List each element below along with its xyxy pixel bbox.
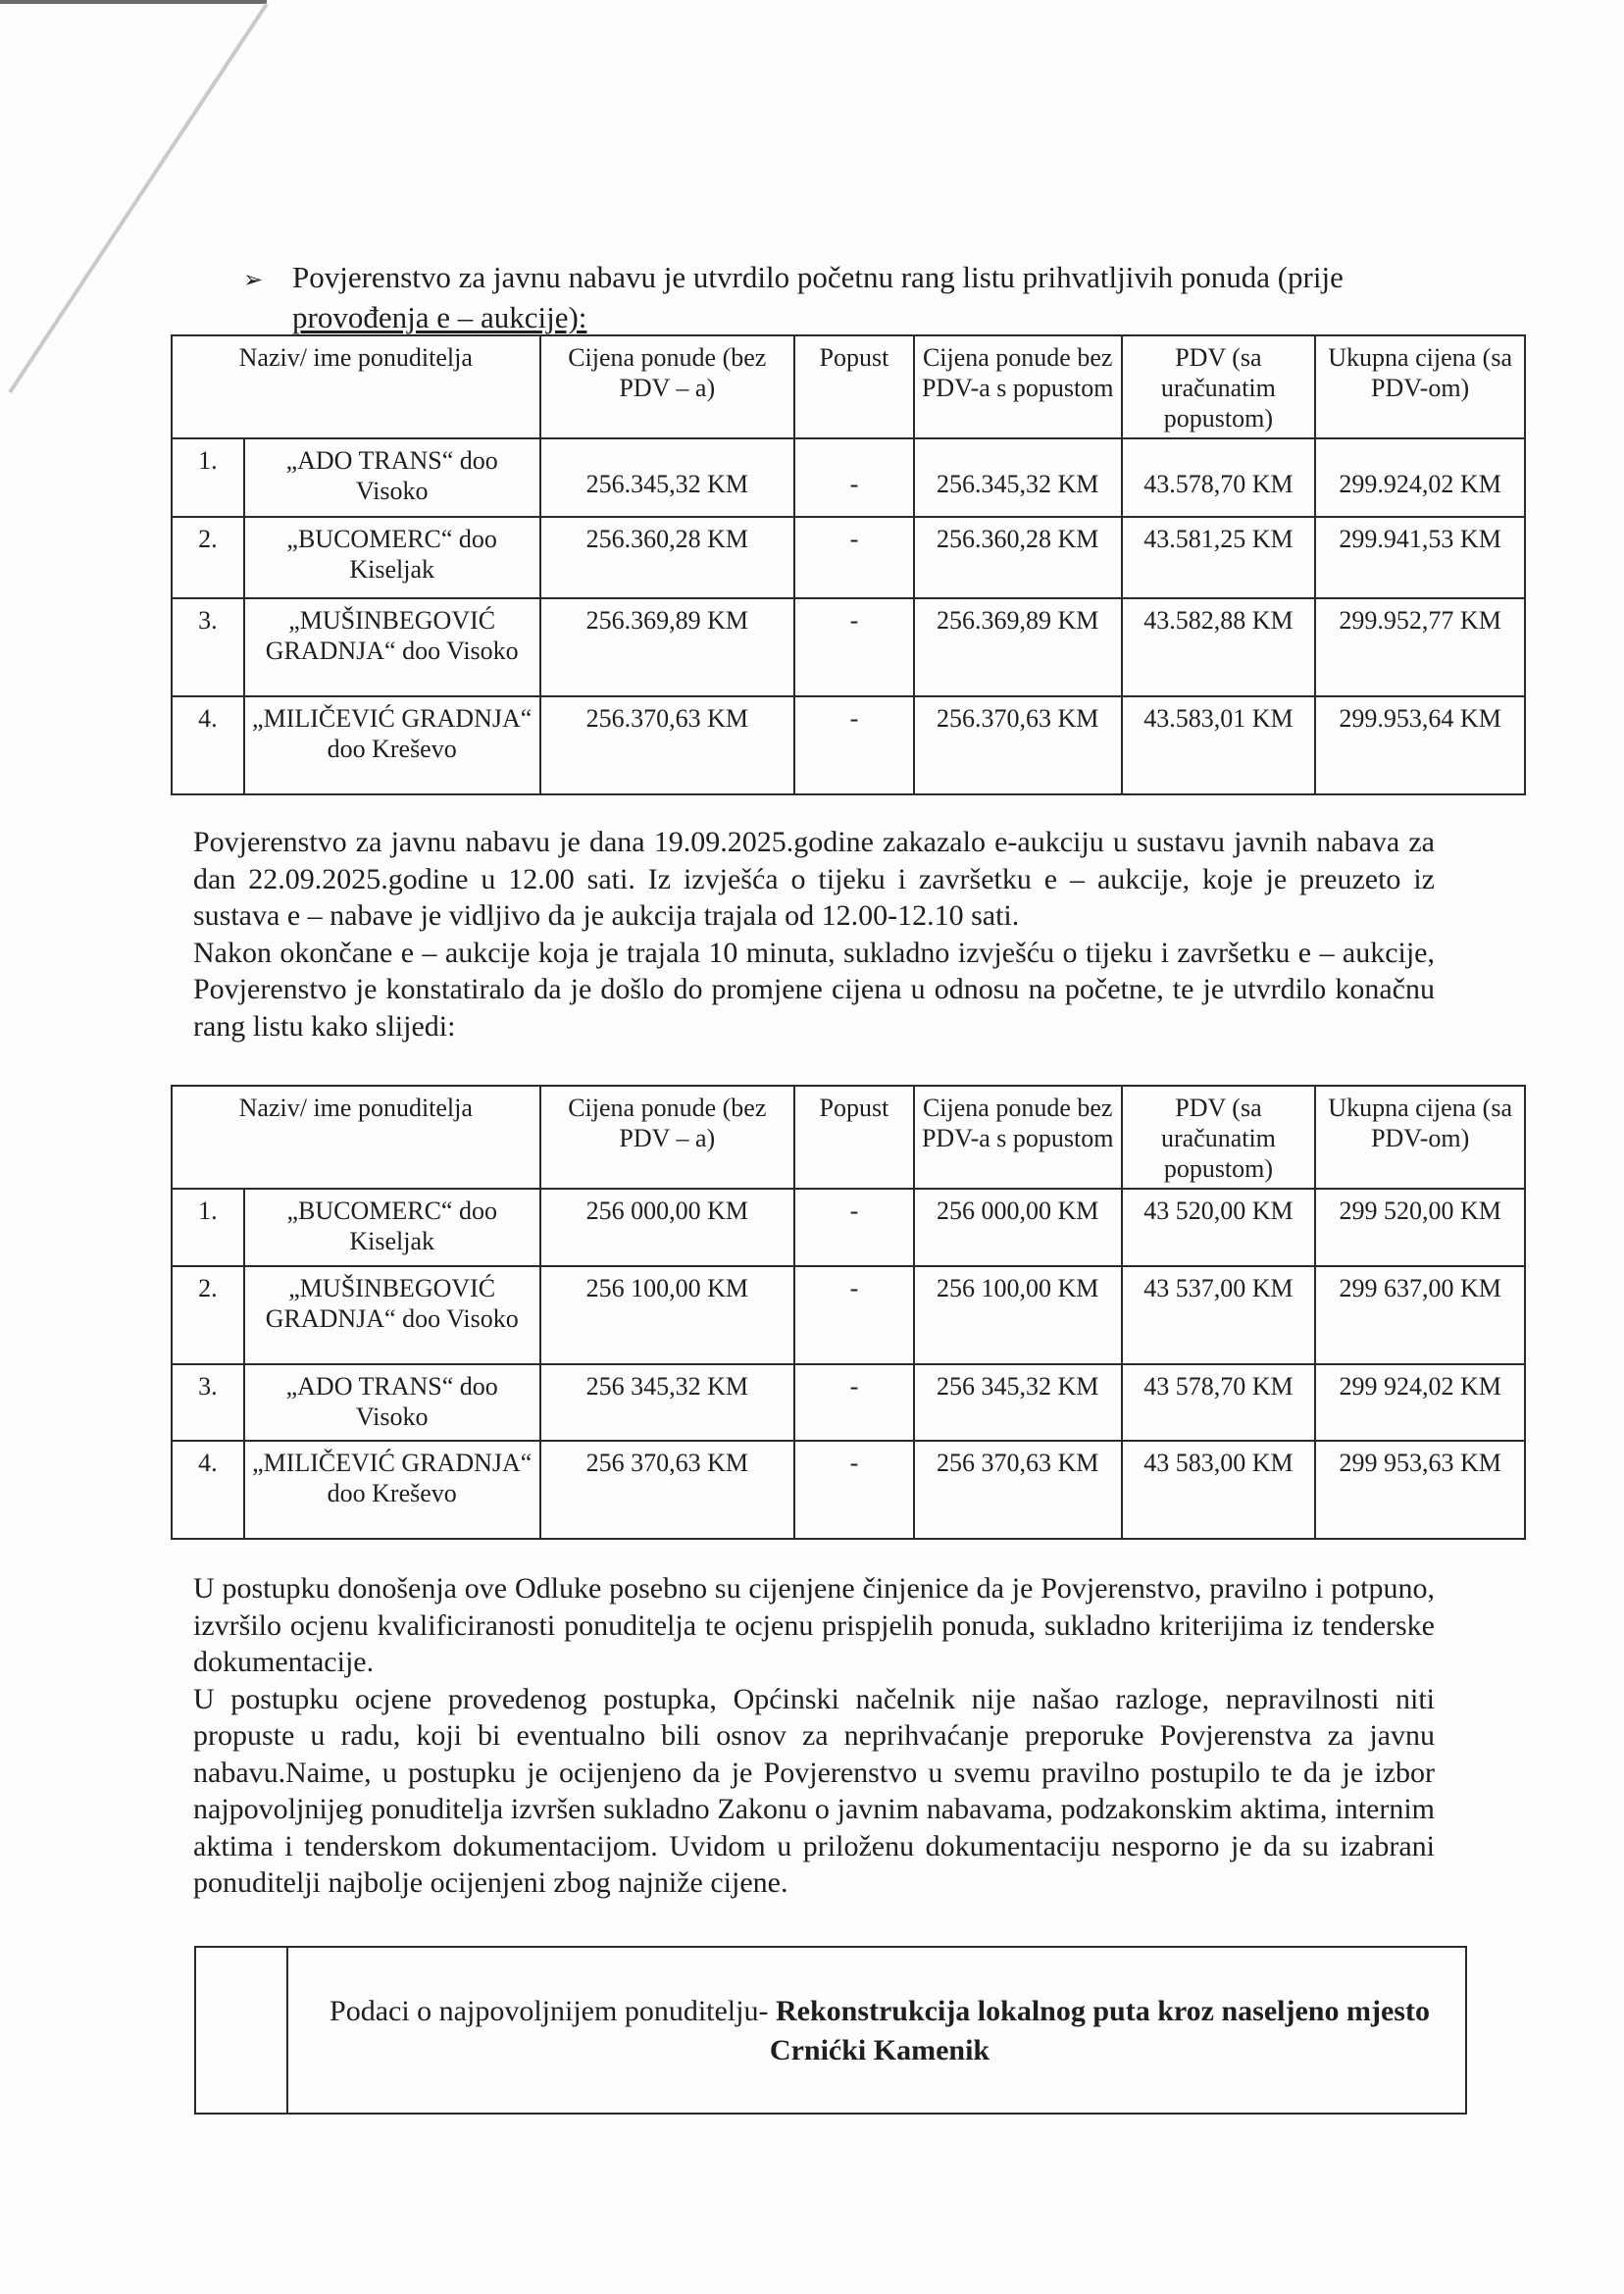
bidder-name-cell: „BUCOMERC“ doo Kiseljak: [244, 517, 540, 598]
best-bidder-label: Podaci o najpovoljnijem ponuditelju-: [330, 1995, 776, 2027]
vat-cell: 43 583,00 KM: [1122, 1441, 1316, 1539]
rank-cell: 3.: [172, 1364, 244, 1441]
rank-cell: 1.: [172, 438, 244, 517]
discount-cell: -: [794, 1364, 914, 1441]
box-divider: [286, 1948, 288, 2113]
price-discount-cell: 256 000,00 KM: [914, 1189, 1122, 1266]
total-cell: 299 924,02 KM: [1315, 1364, 1525, 1441]
total-cell: 299.924,02 KM: [1315, 438, 1525, 517]
price-cell: 256.360,28 KM: [540, 517, 795, 598]
header-price: Cijena ponude (bez PDV – a): [540, 1086, 794, 1189]
intro-line-1: Povjerenstvo za javnu nabavu je utvrdilo početnu rang listu prihvatljivih ponuda (prije: [292, 260, 1344, 294]
total-cell: 299 953,63 KM: [1315, 1441, 1525, 1539]
discount-cell: -: [794, 1441, 914, 1539]
initial-ranking-table: [171, 334, 1526, 795]
table-row: [172, 1189, 1525, 1266]
vat-cell: 43 578,70 KM: [1122, 1364, 1316, 1441]
auction-paragraph: [193, 824, 1435, 1045]
discount-cell: -: [794, 517, 914, 598]
header-price: Cijena ponude (bez PDV – a): [540, 335, 795, 438]
price-discount-cell: 256.370,63 KM: [914, 696, 1122, 794]
table-row: [172, 1266, 1525, 1364]
price-discount-cell: 256 345,32 KM: [914, 1364, 1122, 1441]
rank-cell: 2.: [172, 517, 244, 598]
bidder-name-cell: „MILIČEVIĆ GRADNJA“ doo Kreševo: [244, 696, 540, 794]
discount-cell: -: [794, 1189, 914, 1266]
table-row: [172, 1441, 1525, 1539]
header-name: Naziv/ ime ponuditelja: [172, 335, 540, 438]
vat-cell: 43 520,00 KM: [1122, 1189, 1316, 1266]
auction-paragraph-sentence-2: Nakon okončane e – aukcije koja je trajala 10 minuta, sukladno izvješću o tijeku i završetku e – aukcije, Povjerenstvo je konstatiralo da je došlo do promjene cijena u odnosu na početne, te je utvrdilo konačnu rang listu kako slijedi:: [193, 936, 1435, 1043]
vat-cell: 43.581,25 KM: [1122, 517, 1316, 598]
rank-cell: 1.: [172, 1189, 244, 1266]
discount-cell: -: [794, 438, 914, 517]
evaluation-paragraph-sentence-2: U postupku ocjene provedenog postupka, Općinski načelnik nije našao razloge, nepravilnosti niti propuste u radu, koji bi eventualno bili osnov za neprihvaćanje preporuke Povjerenstva za javnu nabavu.Naime, u postupku je ocijenjeno da je Povjerenstvo u svemu pravilno postupilo te da je izbor najpovoljnijeg ponuditelja izvršen sukladno Zakonu o javnim nabavama, podzakonskim aktima, internim aktima i tenderskom dokumentacijom. Uvidom u priloženu dokumentaciju nesporno je da su izabrani ponuditelji najbolje ocijenjeni zbog najniže cijene.: [193, 1682, 1435, 1899]
bidder-name-cell: „BUCOMERC“ doo Kiseljak: [244, 1189, 540, 1266]
table-header-row: [172, 1086, 1525, 1189]
table-row: [172, 598, 1525, 696]
header-price-discount: Cijena ponude bez PDV-a s popustom: [914, 1086, 1122, 1189]
discount-cell: -: [794, 696, 914, 794]
evaluation-paragraph-sentence-1: U postupku donošenja ove Odluke posebno su cijenjene činjenice da je Povjerenstvo, pravilno i potpuno, izvršilo ocjenu kvalificiranosti ponuditelja te ocjenu prispjelih ponuda, sukladno kriterijima iz tenderske dokumentacije.: [193, 1572, 1435, 1678]
total-cell: 299.953,64 KM: [1315, 696, 1525, 794]
header-discount: Popust: [794, 1086, 914, 1189]
project-title: Rekonstrukcija lokalnog puta kroz naseljeno mjesto Crnićki Kamenik: [769, 1995, 1430, 2066]
price-cell: 256 370,63 KM: [540, 1441, 794, 1539]
bidder-name-cell: „MUŠINBEGOVIĆ GRADNJA“ doo Visoko: [244, 1266, 540, 1364]
header-vat: PDV (sa uračunatim popustom): [1122, 335, 1316, 438]
price-discount-cell: 256.369,89 KM: [914, 598, 1122, 696]
header-price-discount: Cijena ponude bez PDV-a s popustom: [914, 335, 1122, 438]
total-cell: 299.952,77 KM: [1315, 598, 1525, 696]
vat-cell: 43.578,70 KM: [1122, 438, 1316, 517]
price-discount-cell: 256.345,32 KM: [914, 438, 1122, 517]
auction-paragraph-sentence-1: Povjerenstvo za javnu nabavu je dana 19.09.2025.godine zakazalo e-aukciju u sustavu javnih nabava za dan 22.09.2025.godine u 12.00 sati. Iz izvješća o tijeku i završetku e – aukcije, koje je preuzeto iz sustava e – nabave je vidljivo da je aukcija trajala od 12.00-12.10 sati.: [193, 826, 1435, 932]
price-cell: 256.369,89 KM: [540, 598, 795, 696]
price-cell: 256 345,32 KM: [540, 1364, 794, 1441]
rank-cell: 2.: [172, 1266, 244, 1364]
vat-cell: 43 537,00 KM: [1122, 1266, 1316, 1364]
header-vat: PDV (sa uračunatim popustom): [1122, 1086, 1316, 1189]
total-cell: 299 520,00 KM: [1315, 1189, 1525, 1266]
table-row: [172, 517, 1525, 598]
bidder-name-cell: „ADO TRANS“ doo Visoko: [244, 438, 540, 517]
bidder-name-cell: „MILIČEVIĆ GRADNJA“ doo Kreševo: [244, 1441, 540, 1539]
rank-cell: 3.: [172, 598, 244, 696]
intro-line-2: provođenja e – aukcije):: [292, 300, 587, 334]
header-total: Ukupna cijena (sa PDV-om): [1315, 1086, 1525, 1189]
price-discount-cell: 256 370,63 KM: [914, 1441, 1122, 1539]
vat-cell: 43.582,88 KM: [1122, 598, 1316, 696]
discount-cell: -: [794, 598, 914, 696]
price-cell: 256.370,63 KM: [540, 696, 795, 794]
discount-cell: -: [794, 1266, 914, 1364]
header-total: Ukupna cijena (sa PDV-om): [1315, 335, 1525, 438]
rank-cell: 4.: [172, 696, 244, 794]
total-cell: 299 637,00 KM: [1315, 1266, 1525, 1364]
price-discount-cell: 256.360,28 KM: [914, 517, 1122, 598]
total-cell: 299.941,53 KM: [1315, 517, 1525, 598]
bidder-name-cell: „MUŠINBEGOVIĆ GRADNJA“ doo Visoko: [244, 598, 540, 696]
bidder-name-cell: „ADO TRANS“ doo Visoko: [244, 1364, 540, 1441]
header-discount: Popust: [794, 335, 914, 438]
best-bidder-box: [194, 1946, 1467, 2115]
table-row: [172, 438, 1525, 517]
table-row: [172, 1364, 1525, 1441]
price-cell: 256.345,32 KM: [540, 438, 795, 517]
price-discount-cell: 256 100,00 KM: [914, 1266, 1122, 1364]
table-header-row: [172, 335, 1525, 438]
header-name: Naziv/ ime ponuditelja: [172, 1086, 540, 1189]
table-row: [172, 696, 1525, 794]
evaluation-paragraph: [193, 1570, 1435, 1902]
price-cell: 256 000,00 KM: [540, 1189, 794, 1266]
rank-cell: 4.: [172, 1441, 244, 1539]
vat-cell: 43.583,01 KM: [1122, 696, 1316, 794]
arrow-bullet-icon: ➢: [243, 268, 264, 293]
price-cell: 256 100,00 KM: [540, 1266, 794, 1364]
final-ranking-table: [171, 1085, 1526, 1540]
best-bidder-heading: [304, 1992, 1455, 2070]
